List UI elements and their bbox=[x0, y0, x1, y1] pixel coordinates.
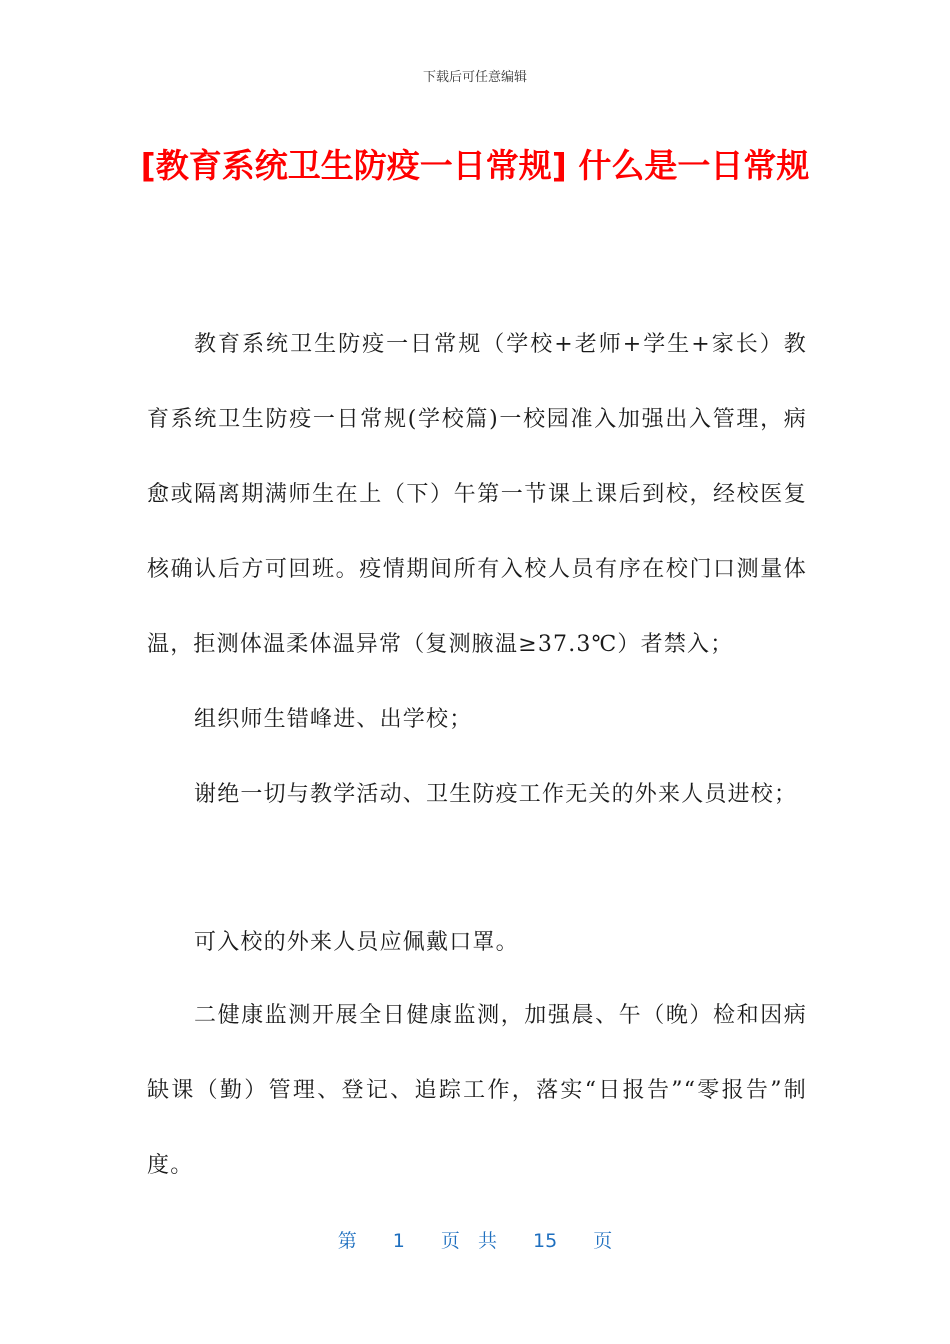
page-header-note: 下载后可任意编辑 bbox=[422, 70, 527, 85]
paragraph-3: 谢绝一切与教学活动、卫生防疫工作无关的外来人员进校； bbox=[194, 782, 798, 807]
paragraph-2: 组织师生错峰进、出学校； bbox=[194, 707, 473, 732]
footer-current-page: 1 bbox=[392, 1230, 405, 1252]
footer-label-end: 页 bbox=[593, 1230, 613, 1252]
footer-label-page: 第 bbox=[337, 1230, 357, 1252]
paragraph-4: 可入校的外来人员应佩戴口罩。 bbox=[194, 930, 519, 955]
footer-label-total: 页 共 bbox=[440, 1230, 497, 1252]
paragraph-1: 教育系统卫生防疫一日常规（学校+老师+学生+家长）教育系统卫生防疫一日常规(学校篇)一校园准入加强出入管理，病愈或隔离期满师生在上（下）午第一节课上课后到校，经校医复核确认后方可回班。疫情期间所有入校人员有序在校门口测量体温，拒测体温柔体温异常（复测腋温≥37.3℃）者禁入； bbox=[147, 332, 807, 657]
document-title: [教育系统卫生防疫一日常规] 什么是一日常规 bbox=[140, 146, 810, 185]
footer-total-pages: 15 bbox=[533, 1230, 558, 1252]
page-footer bbox=[0, 1226, 950, 1253]
paragraph-5: 二健康监测开展全日健康监测，加强晨、午（晚）检和因病缺课（勤）管理、登记、追踪工作，落实“日报告”“零报告”制度。 bbox=[147, 1003, 807, 1178]
